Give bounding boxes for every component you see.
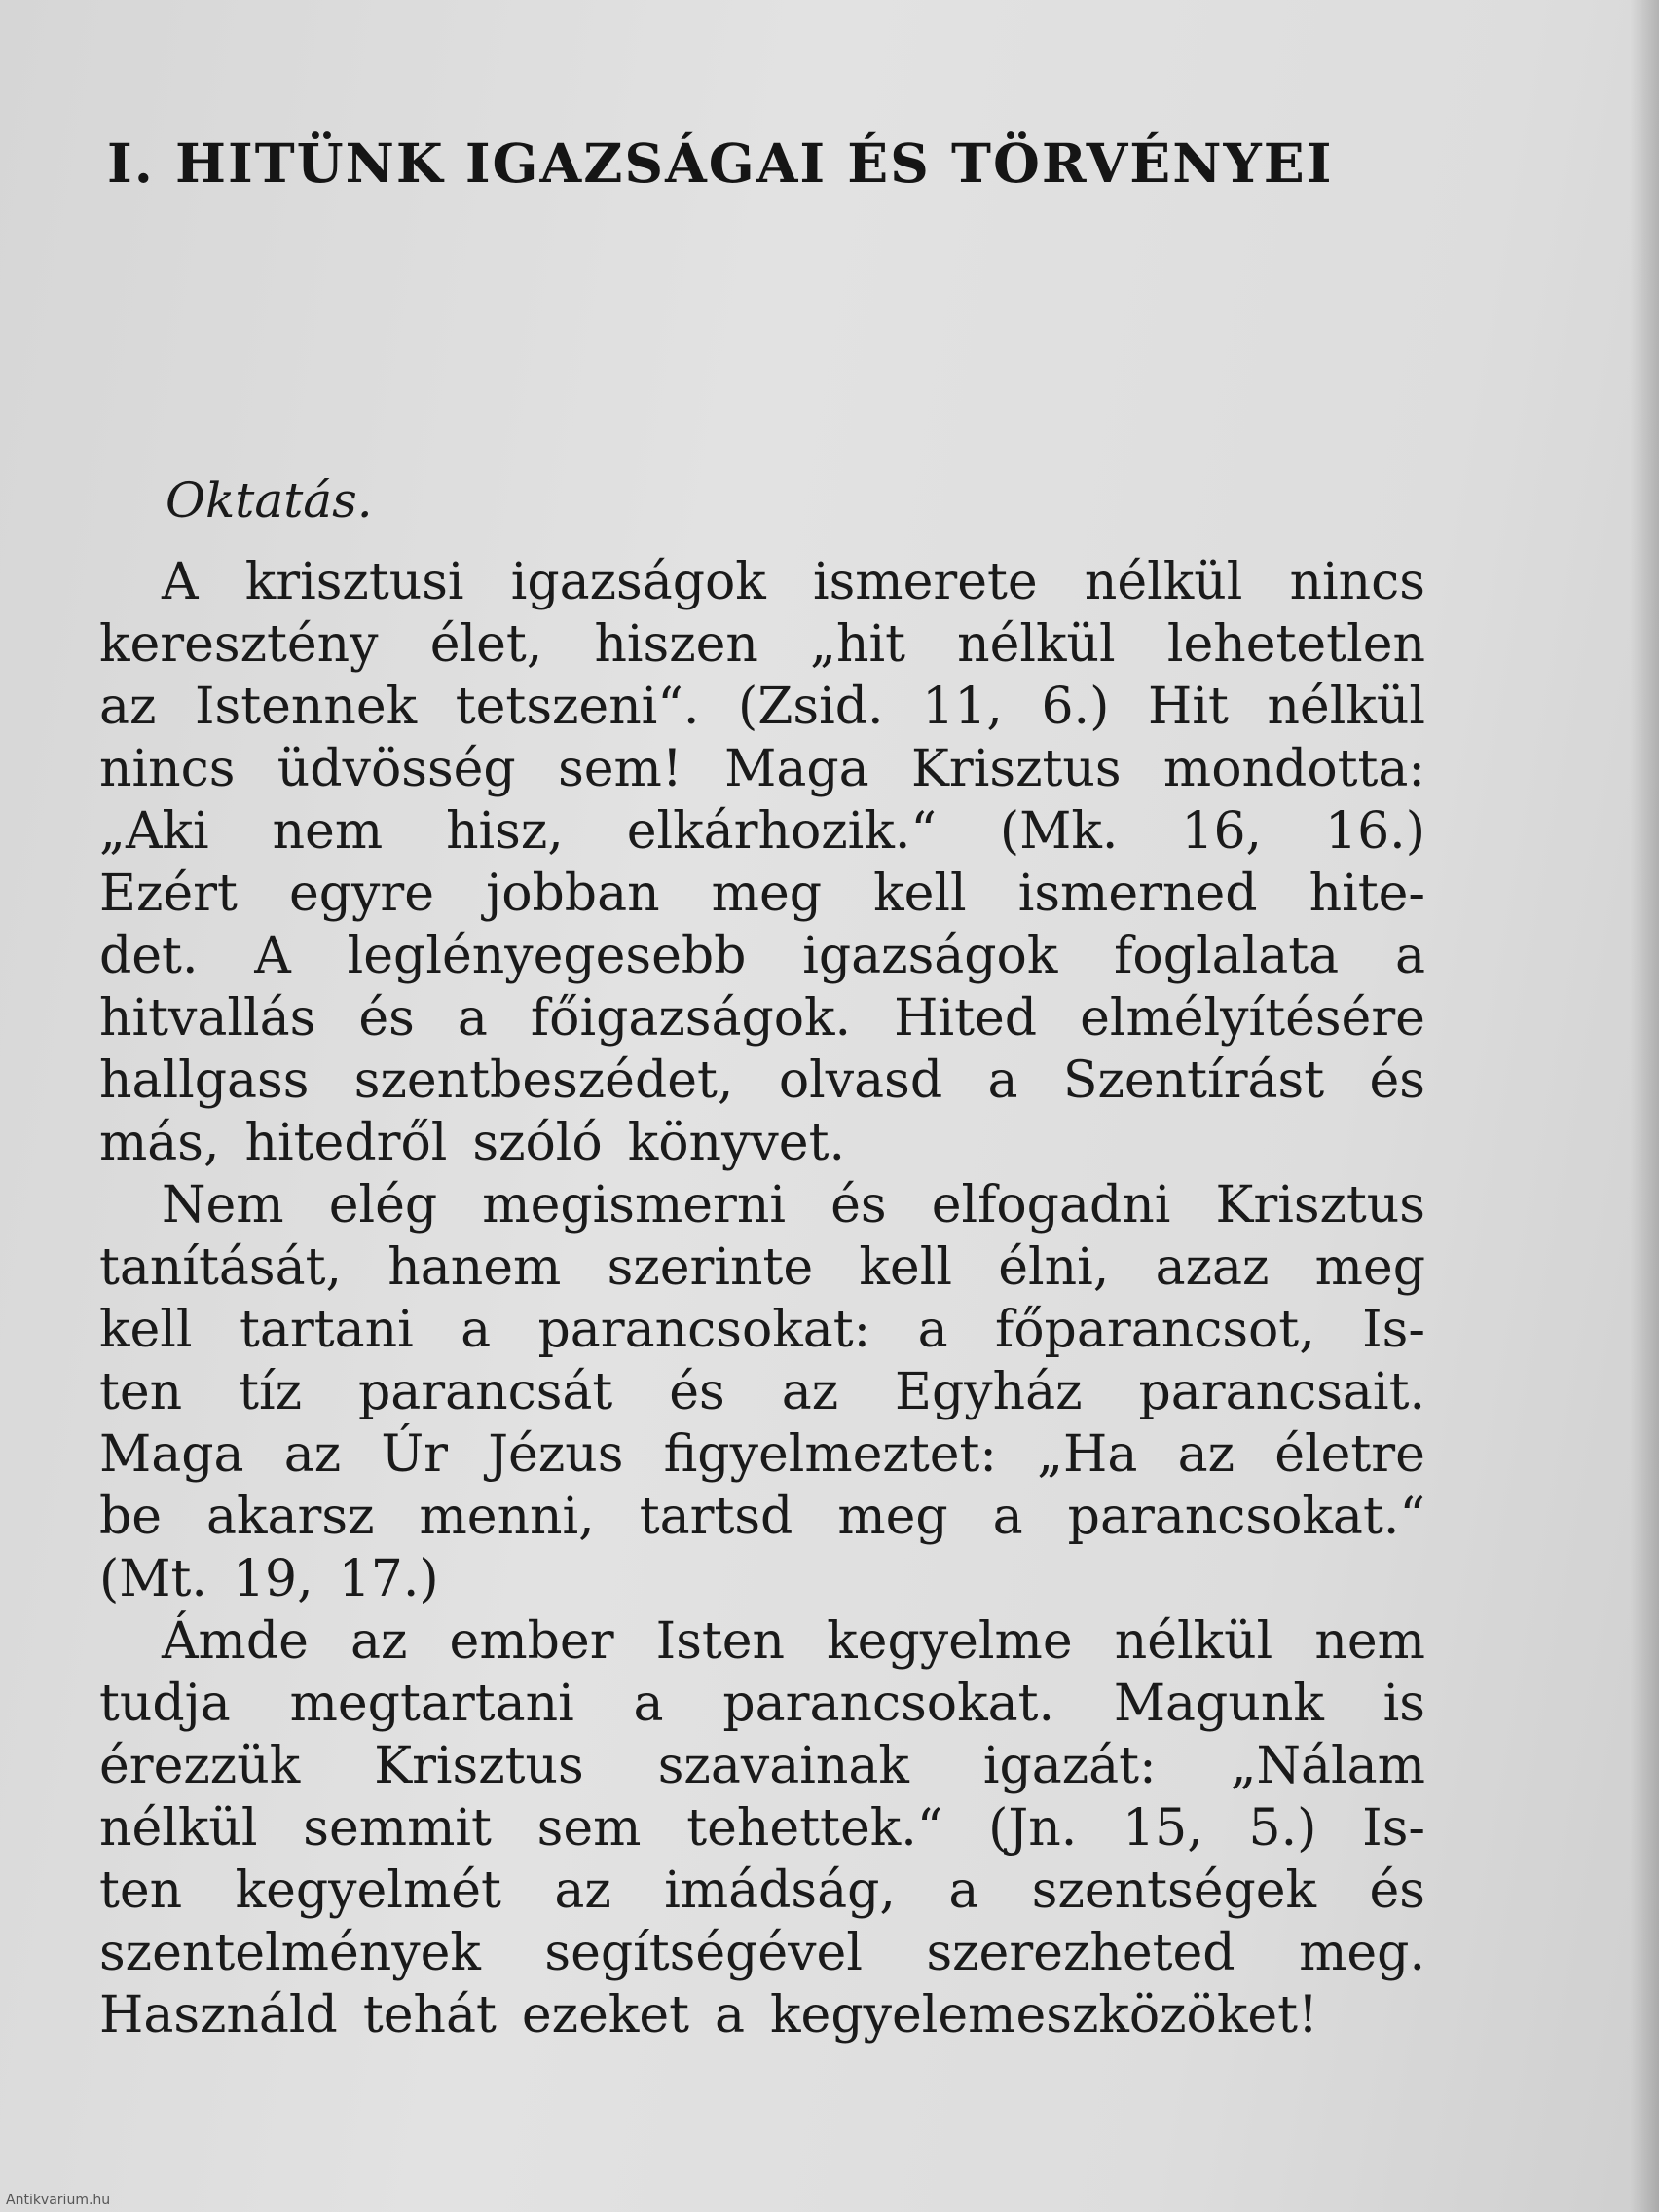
word: megtartani (289, 1675, 574, 1733)
word: ismerete (812, 553, 1038, 611)
word: kegyelemeszközöket! (770, 1986, 1318, 2045)
text-line (99, 987, 1425, 1050)
word: az (350, 1612, 408, 1671)
page-edge-shadow (1630, 0, 1659, 2212)
word: szentelmények (99, 1924, 481, 1982)
word: ezeket (521, 1986, 690, 2045)
word: szavainak (657, 1737, 909, 1795)
word: hitvallás (99, 989, 316, 1048)
word: szerinte (607, 1238, 814, 1297)
word: tudja (99, 1675, 231, 1733)
word: és (1369, 1862, 1425, 1920)
word: Hited (894, 989, 1038, 1048)
word: A (162, 553, 199, 611)
word: ten (99, 1363, 183, 1421)
word: kell (99, 1301, 193, 1359)
word: 19, (232, 1550, 313, 1608)
word: ember (449, 1612, 614, 1671)
word: (Zsid. (738, 678, 884, 736)
word: igazát: (982, 1737, 1157, 1795)
word: élet, (429, 615, 543, 674)
text-line (99, 551, 1425, 613)
word: „Ha (1037, 1425, 1138, 1484)
word: akarsz (206, 1488, 375, 1546)
text-line (99, 1299, 1425, 1361)
word: Hit (1147, 678, 1229, 736)
word: 16, (1181, 802, 1263, 861)
word: hiszen (594, 615, 758, 674)
word: leglényegesebb (347, 927, 747, 985)
word: a (715, 1986, 746, 2045)
word: 11, (922, 678, 1003, 736)
word: meg (711, 865, 823, 923)
text-line (99, 1236, 1425, 1299)
text-line (99, 1673, 1425, 1735)
word: meg (1314, 1238, 1425, 1297)
word: kegyelmét (235, 1862, 501, 1920)
watermark-text: Antikvarium.hu (6, 2193, 111, 2208)
word: a (633, 1675, 664, 1733)
word: (Mk. (999, 802, 1119, 861)
word: figyelmeztet: (663, 1425, 997, 1484)
word: Úr (381, 1425, 449, 1484)
text-line (99, 1050, 1425, 1112)
text-line (99, 1548, 1425, 1610)
word: nélkül (1114, 1612, 1273, 1671)
text-line (99, 738, 1425, 800)
word: hisz, (446, 802, 564, 861)
text-line (99, 1610, 1425, 1673)
text-line (99, 800, 1425, 863)
word: megismerni (482, 1176, 787, 1235)
word: nélkül (1084, 553, 1243, 611)
word: azaz (1155, 1238, 1270, 1297)
word: az (781, 1363, 839, 1421)
word: 6.) (1041, 678, 1110, 736)
word: parancsokat: (537, 1301, 871, 1359)
word: A (254, 927, 291, 985)
word: nélkül (99, 1799, 258, 1858)
word: hanem (387, 1238, 562, 1297)
section-subheading: Oktatás. (166, 472, 373, 529)
word: igazságok (510, 553, 766, 611)
word: Ezért (99, 865, 238, 923)
word: a (987, 1051, 1018, 1110)
text-line (99, 863, 1425, 925)
word: az (99, 678, 157, 736)
word: szentbeszédet, (353, 1051, 734, 1110)
word: a (948, 1862, 979, 1920)
word: krisztusi (244, 553, 464, 611)
word: (Mt. (99, 1550, 207, 1608)
word: más, (99, 1114, 220, 1172)
word: tíz (239, 1363, 303, 1421)
word: a (917, 1301, 948, 1359)
word: életre (1274, 1425, 1425, 1484)
word: az (554, 1862, 611, 1920)
word: egyre (288, 865, 435, 923)
word: (Jn. (988, 1799, 1078, 1858)
word: és (669, 1363, 725, 1421)
word: a (1394, 927, 1425, 985)
word: 16.) (1325, 802, 1425, 861)
word: Nem (162, 1176, 284, 1235)
word: Istennek (195, 678, 418, 736)
word: Szentírást (1062, 1051, 1325, 1110)
text-line (99, 1112, 1425, 1174)
text-line (99, 1984, 1425, 2046)
text-line (99, 1922, 1425, 1984)
word: Maga (99, 1425, 244, 1484)
text-line (99, 1486, 1425, 1548)
word: elkárhozik.“ (626, 802, 937, 861)
word: 15, (1123, 1799, 1203, 1858)
word: Krisztus (911, 740, 1122, 798)
word: meg (837, 1488, 948, 1546)
word: Használd (99, 1986, 338, 2045)
word: Krisztus (374, 1737, 584, 1795)
word: szerezheted (926, 1924, 1235, 1982)
word: Is- (1362, 1799, 1425, 1858)
word: főparancsot, (995, 1301, 1315, 1359)
word: hallgass (99, 1051, 310, 1110)
word: a (461, 1301, 492, 1359)
word: Jézus (488, 1425, 624, 1484)
word: foglalata (1114, 927, 1340, 985)
word: imádság, (664, 1862, 896, 1920)
word: tehettek.“ (686, 1799, 943, 1858)
word: nem (272, 802, 384, 861)
paragraph (99, 551, 1425, 1174)
paragraph (99, 1174, 1425, 1610)
word: kell (873, 865, 967, 923)
word: tartsd (639, 1488, 793, 1546)
text-line (99, 1423, 1425, 1486)
paragraph (99, 1610, 1425, 2046)
word: Egyház (895, 1363, 1083, 1421)
word: lehetetlen (1166, 615, 1425, 674)
word: nem (1314, 1612, 1425, 1671)
word: az (1177, 1425, 1235, 1484)
word: szentségek (1031, 1862, 1317, 1920)
word: be (99, 1488, 163, 1546)
text-line (99, 1174, 1425, 1236)
word: semmit (303, 1799, 492, 1858)
word: det. (99, 927, 199, 985)
word: a (992, 1488, 1023, 1546)
word: Magunk (1113, 1675, 1324, 1733)
word: nélkül (1267, 678, 1425, 736)
word: „Aki (99, 802, 209, 861)
chapter-heading: I. HITÜNK IGAZSÁGAI ÉS TÖRVÉNYEI (107, 131, 1334, 195)
text-line (99, 1361, 1425, 1423)
word: élni, (998, 1238, 1110, 1297)
word: Krisztus (1215, 1176, 1425, 1235)
text-line (99, 1735, 1425, 1797)
word: Isten (655, 1612, 786, 1671)
word: nincs (99, 740, 236, 798)
word: parancsait. (1138, 1363, 1425, 1421)
word: nélkül (957, 615, 1116, 674)
word: jobban (486, 865, 660, 923)
word: parancsokat.“ (1067, 1488, 1425, 1546)
word: mondotta: (1162, 740, 1425, 798)
word: tehát (362, 1986, 497, 2045)
word: és (1369, 1051, 1425, 1110)
word: menni, (419, 1488, 595, 1546)
word: 5.) (1248, 1799, 1317, 1858)
text-line (99, 676, 1425, 738)
word: is (1382, 1675, 1425, 1733)
word: sem! (558, 740, 682, 798)
word: ten (99, 1862, 183, 1920)
word: Maga (724, 740, 869, 798)
word: elmélyítésére (1080, 989, 1425, 1048)
word: tetszeni“. (455, 678, 700, 736)
word: tartani (239, 1301, 414, 1359)
word: könyvet. (627, 1114, 845, 1172)
word: elég (328, 1176, 438, 1235)
word: a (457, 989, 488, 1048)
word: szóló (472, 1114, 603, 1172)
word: igazságok (802, 927, 1058, 985)
word: hitedről (244, 1114, 448, 1172)
word: keresztény (99, 615, 379, 674)
word: meg. (1299, 1924, 1425, 1982)
text-line (99, 925, 1425, 987)
word: Is- (1362, 1301, 1425, 1359)
word: és (830, 1176, 887, 1235)
word: üdvösség (276, 740, 516, 798)
word: Ámde (162, 1612, 309, 1671)
word: kegyelme (827, 1612, 1073, 1671)
word: hite- (1309, 865, 1425, 923)
body-text (99, 551, 1425, 2046)
text-line (99, 1860, 1425, 1922)
text-line (99, 1797, 1425, 1860)
word: kell (859, 1238, 952, 1297)
word: olvasd (778, 1051, 943, 1110)
word: az (283, 1425, 342, 1484)
word: „Nálam (1230, 1737, 1425, 1795)
word: elfogadni (931, 1176, 1171, 1235)
word: érezzük (99, 1737, 301, 1795)
word: tanítását, (99, 1238, 343, 1297)
text-line (99, 613, 1425, 676)
word: parancsát (357, 1363, 613, 1421)
word: segítségével (544, 1924, 863, 1982)
word: főigazságok. (530, 989, 852, 1048)
word: 17.) (338, 1550, 439, 1608)
word: parancsokat. (722, 1675, 1055, 1733)
word: nincs (1289, 553, 1425, 611)
word: sem (536, 1799, 642, 1858)
word: ismerned (1017, 865, 1258, 923)
word: és (358, 989, 415, 1048)
word: „hit (810, 615, 906, 674)
